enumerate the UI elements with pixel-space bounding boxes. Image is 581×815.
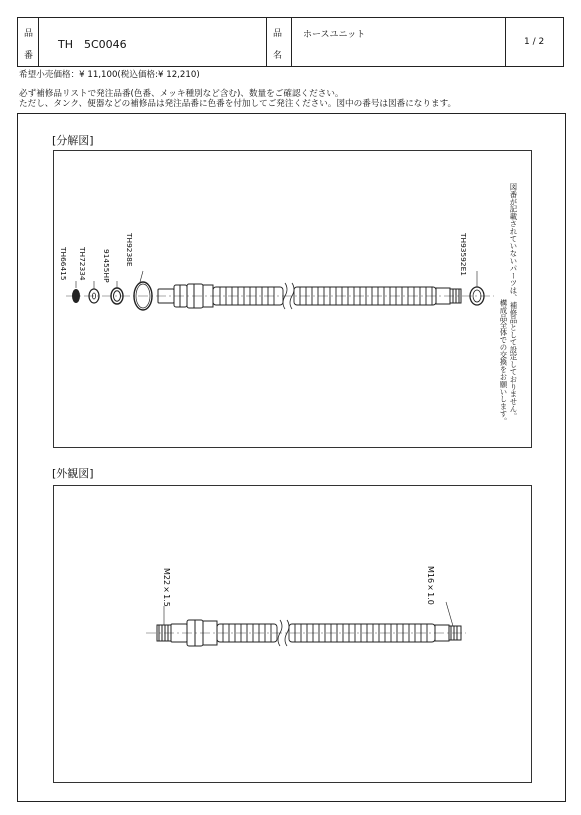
exploded-drawing (54, 151, 533, 449)
product-name: ホースユニット (303, 30, 366, 40)
page-number: 1 / 2 (524, 37, 545, 47)
header-divider (291, 18, 292, 66)
header-divider (266, 18, 267, 66)
header-divider (38, 18, 39, 66)
note-line-1: 必ず補修品リストで発注品番(色番、メッキ種別など含む)、数量をご確認ください。 (19, 89, 344, 99)
part-label-end-packing: TH93592E1 (459, 233, 468, 276)
header-table (17, 17, 564, 67)
exploded-title: [分解図] (52, 134, 94, 147)
hose-fitting (158, 284, 213, 308)
hinban-label-top: 品 (24, 29, 34, 39)
price-line: 希望小売価格：¥ 11,100(税込価格:¥ 12,210) (19, 70, 200, 80)
external-drawing (54, 486, 533, 784)
part-label-packing: 91455HP (102, 249, 111, 283)
part-label-strainer: TH66415 (59, 247, 68, 281)
external-title: [外観図] (52, 467, 94, 480)
side-note-line-2: 構成品全体での交換をお願いします。 (499, 299, 508, 425)
side-note-line-1: 図番が記載されていないパーツは、補修品として設定しておりません。 (509, 183, 518, 420)
hinmei-label-top: 品 (273, 29, 283, 39)
note-line-2: ただし、タンク、便器などの補修品は発注品番に色番を付加してご発注ください。図中の番号は図番になります。 (19, 99, 457, 109)
external-panel (53, 485, 532, 783)
thread-label-outlet: M16×1.0 (426, 566, 435, 605)
thread-label-inlet: M22×1.5 (162, 568, 171, 607)
hinmei-label-bottom: 名 (273, 51, 283, 61)
header-divider (505, 18, 506, 66)
part-number: TH 5C0046 (58, 38, 127, 51)
part-label-washer: TH72334 (78, 247, 87, 281)
part-label-o-ring: TH9238E (125, 233, 134, 267)
exploded-panel (53, 150, 532, 448)
hinban-label-bottom: 番 (24, 51, 34, 61)
strainer-part (72, 289, 80, 303)
